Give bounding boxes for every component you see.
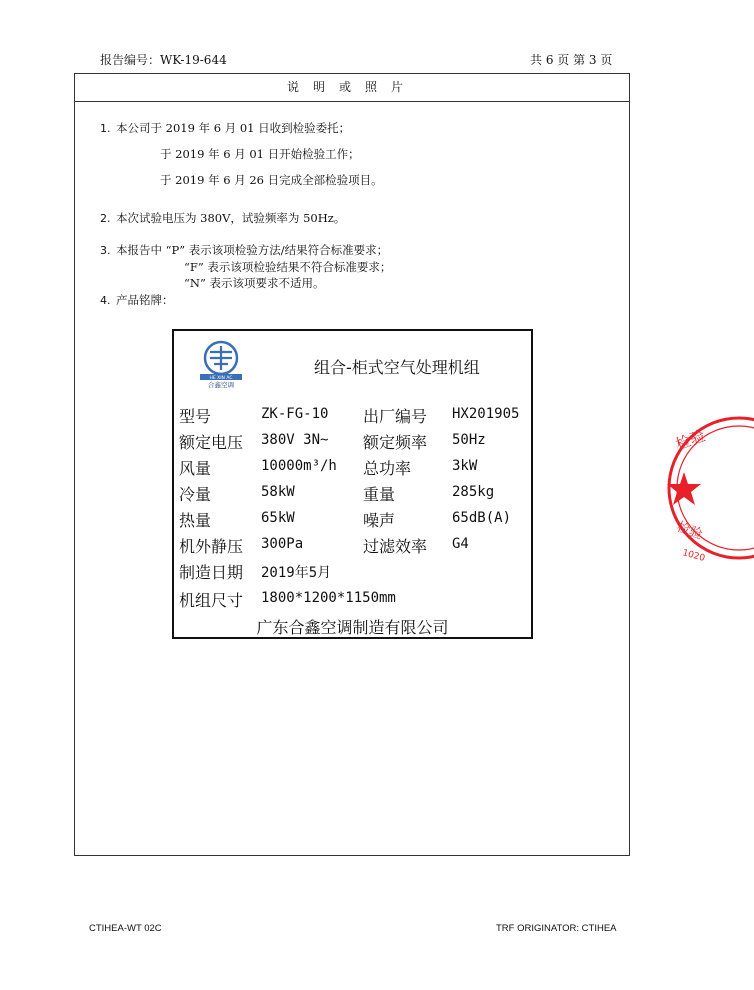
nameplate-title: 组合-柜式空气处理机组 — [314, 358, 480, 377]
value-unit-dimensions: 1800*1200*1150mm — [261, 590, 396, 606]
note-1-line-2: 于 2019 年 6 月 01 日开始检验工作； — [160, 147, 360, 161]
product-nameplate — [172, 329, 533, 639]
value-noise: 65dB(A) — [452, 510, 512, 526]
stamp-text-bottom: 1020 — [681, 548, 706, 564]
value-rated-voltage: 380V 3N~ — [261, 432, 329, 448]
note-4: 4. 产品铭牌： — [100, 293, 174, 307]
stamp-text-top: 检验 — [673, 426, 708, 454]
label-total-power: 总功率 — [363, 459, 412, 478]
value-weight: 285kg — [452, 484, 495, 500]
label-rated-voltage: 额定电压 — [179, 433, 244, 452]
hexin-logo-icon — [196, 338, 246, 388]
label-airflow: 风量 — [179, 459, 212, 478]
note-1: 1. 本公司于 2019 年 6 月 01 日收到检验委托； — [100, 121, 351, 135]
label-noise: 噪声 — [363, 511, 396, 530]
section-title: 说明或照片 — [74, 73, 630, 102]
label-model: 型号 — [179, 407, 212, 426]
value-external-static-pressure: 300Pa — [261, 536, 304, 552]
value-filter-efficiency: G4 — [452, 536, 469, 552]
logo-text-cn: 合鑫空调 — [208, 381, 234, 389]
value-cooling: 58kW — [261, 484, 295, 500]
label-heating: 热量 — [179, 511, 212, 530]
label-external-static-pressure: 机外静压 — [179, 537, 244, 556]
value-airflow: 10000m³/h — [261, 458, 337, 474]
value-model: ZK-FG-10 — [261, 406, 329, 422]
label-manufacture-date: 制造日期 — [179, 563, 244, 582]
value-manufacture-date: 2019年5月 — [261, 565, 332, 581]
label-cooling: 冷量 — [179, 485, 212, 504]
note-3-line-3: “N” 表示该项要求不适用。 — [184, 276, 325, 290]
value-heating: 65kW — [261, 510, 295, 526]
note-1-line-3: 于 2019 年 6 月 26 日完成全部检验项目。 — [160, 173, 383, 187]
note-2: 2. 本次试验电压为 380V，试验频率为 50Hz。 — [100, 211, 346, 225]
value-rated-frequency: 50Hz — [452, 432, 486, 448]
label-unit-dimensions: 机组尺寸 — [179, 591, 244, 610]
footer-originator: TRF ORIGINATOR: CTIHEA — [496, 923, 617, 934]
inspection-seal-stamp — [664, 410, 754, 570]
note-3: 3. 本报告中 “P” 表示该项检验方法/结果符合标准要求； — [100, 243, 389, 257]
manufacturer-name: 广东合鑫空调制造有限公司 — [256, 618, 449, 637]
footer-form-code: CTIHEA-WT 02C — [89, 923, 162, 934]
label-serial: 出厂编号 — [363, 407, 428, 426]
value-serial: HX201905 — [452, 406, 520, 422]
note-3-line-2: “F” 表示该项检验结果不符合标准要求； — [184, 260, 392, 274]
label-filter-efficiency: 过滤效率 — [363, 537, 428, 556]
report-number: 报告编号：WK-19-644 — [100, 53, 227, 67]
stamp-text-mid: 检验 — [674, 519, 705, 543]
label-weight: 重量 — [363, 485, 396, 504]
label-rated-frequency: 额定频率 — [363, 433, 428, 452]
page-info: 共 6 页 第 3 页 — [530, 53, 613, 67]
logo-text-en: HE XIN AC — [209, 376, 233, 381]
value-total-power: 3kW — [452, 458, 478, 474]
